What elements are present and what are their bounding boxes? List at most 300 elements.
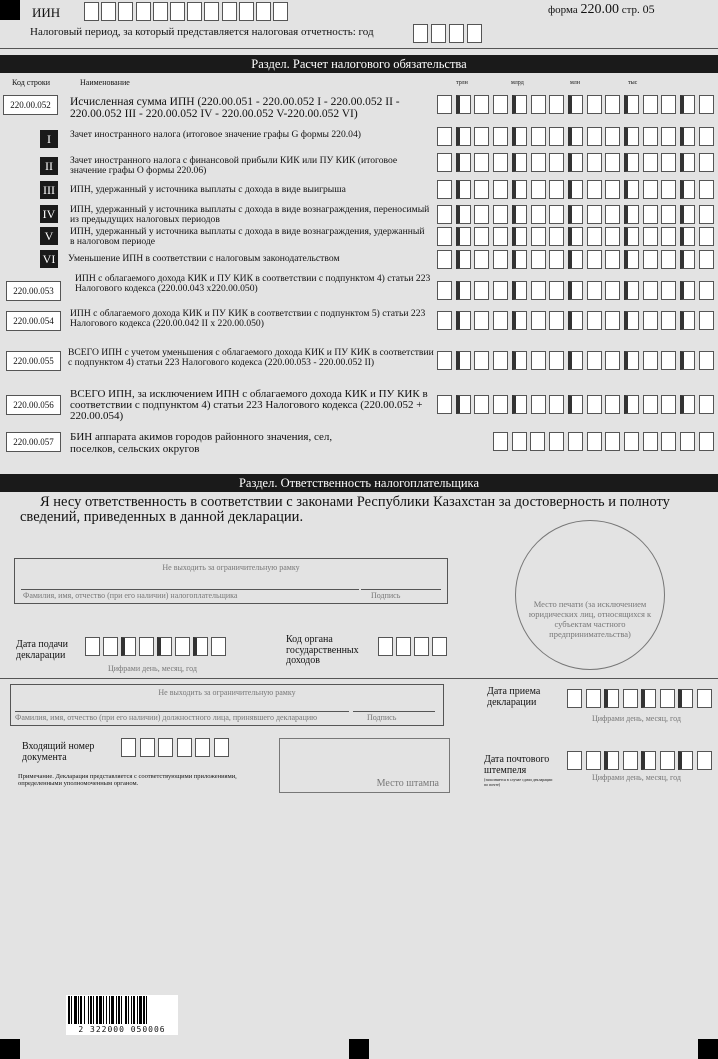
authority-digit-cell[interactable] bbox=[378, 637, 393, 656]
amount-cell[interactable] bbox=[568, 351, 583, 370]
barcode-bar bbox=[99, 996, 102, 1024]
receive-date-digit-cell[interactable] bbox=[641, 689, 656, 708]
submit-date-digit-cell[interactable] bbox=[175, 637, 190, 656]
amount-cell[interactable] bbox=[456, 127, 471, 146]
amount-cell[interactable] bbox=[624, 205, 639, 224]
corner-marker-bottom-right bbox=[698, 1039, 718, 1059]
amount-cell[interactable] bbox=[680, 227, 695, 246]
col-code-header: Код строки bbox=[12, 78, 51, 87]
col-name-header: Наименование bbox=[80, 78, 130, 87]
amount-cell[interactable] bbox=[531, 180, 546, 199]
barcode-bar bbox=[78, 996, 79, 1024]
postmark-date-digit-cell[interactable] bbox=[623, 751, 638, 770]
barcode-bar bbox=[106, 996, 107, 1024]
amount-cell[interactable] bbox=[643, 180, 658, 199]
authority-digit-cell[interactable] bbox=[414, 637, 429, 656]
amount-cell[interactable] bbox=[587, 250, 602, 269]
submit-date-digit-cell[interactable] bbox=[121, 637, 136, 656]
receive-date-digit-cell[interactable] bbox=[586, 689, 601, 708]
amount-cell[interactable] bbox=[624, 153, 639, 172]
postmark-date-digit-cell[interactable] bbox=[641, 751, 656, 770]
submit-date-digit-cell[interactable] bbox=[139, 637, 154, 656]
postmark-label: Дата почтового штемпеля bbox=[484, 754, 550, 776]
amount-cell[interactable] bbox=[493, 311, 508, 330]
amount-cell[interactable] bbox=[531, 205, 546, 224]
amount-cell[interactable] bbox=[624, 180, 639, 199]
bin-digit-cell[interactable] bbox=[605, 432, 620, 451]
section2-divider bbox=[0, 678, 718, 679]
bin-digit-cell[interactable] bbox=[512, 432, 527, 451]
amount-cell[interactable] bbox=[699, 227, 714, 246]
amount-cell[interactable] bbox=[456, 250, 471, 269]
amount-cell[interactable] bbox=[493, 395, 508, 414]
iin-digit-cell[interactable] bbox=[118, 2, 133, 21]
amount-cell[interactable] bbox=[474, 153, 489, 172]
taxpayer-signature-frame[interactable] bbox=[14, 558, 448, 604]
submit-date-digit-cell[interactable] bbox=[85, 637, 100, 656]
responsibility-statement: Я несу ответственность в соответствии с законами Республики Казахстан за достоверность и полноту сведений, приведенных в данной декларации. bbox=[20, 494, 670, 525]
amount-cell[interactable] bbox=[568, 227, 583, 246]
row-text-052-ii: Зачет иностранного налога с финансовой прибыли КИК или ПУ КИК (итоговое значение графы O формы 220.06) bbox=[70, 155, 398, 176]
incoming-digit-cell[interactable] bbox=[158, 738, 173, 757]
amount-cell[interactable] bbox=[624, 250, 639, 269]
amount-cell[interactable] bbox=[699, 395, 714, 414]
amount-cell[interactable] bbox=[474, 395, 489, 414]
amount-cell[interactable] bbox=[680, 351, 695, 370]
barcode-bar bbox=[88, 996, 89, 1024]
amount-cell[interactable] bbox=[568, 127, 583, 146]
amount-cell[interactable] bbox=[568, 95, 583, 114]
amount-cell[interactable] bbox=[474, 95, 489, 114]
amount-cell[interactable] bbox=[699, 153, 714, 172]
amount-cell[interactable] bbox=[493, 153, 508, 172]
amount-cell[interactable] bbox=[456, 227, 471, 246]
row-text-052-vi: Уменьшение ИПН в соответствии с налоговым законодательством bbox=[68, 253, 340, 264]
amount-cell[interactable] bbox=[699, 95, 714, 114]
amount-cell[interactable] bbox=[568, 205, 583, 224]
roman-badge-iii: III bbox=[40, 181, 58, 199]
amount-cell[interactable] bbox=[680, 127, 695, 146]
amount-cell[interactable] bbox=[605, 351, 620, 370]
authority-code-label: Код органа государственных доходов bbox=[286, 634, 359, 666]
corner-marker-bottom-left bbox=[0, 1039, 20, 1059]
barcode-bar bbox=[133, 996, 135, 1024]
postmark-date-digit-cell[interactable] bbox=[660, 751, 675, 770]
amount-cell[interactable] bbox=[512, 180, 527, 199]
amount-cell[interactable] bbox=[643, 311, 658, 330]
amount-cell[interactable] bbox=[549, 205, 564, 224]
iin-digit-cell[interactable] bbox=[170, 2, 185, 21]
amount-cell[interactable] bbox=[474, 281, 489, 300]
form-number: 220.00 bbox=[580, 2, 619, 17]
amount-cell[interactable] bbox=[643, 227, 658, 246]
period-label: Налоговый период, за который представляется налоговая отчетность: год bbox=[30, 26, 374, 38]
receive-date-digit-cell[interactable] bbox=[697, 689, 712, 708]
authority-digit-cell[interactable] bbox=[432, 637, 447, 656]
amount-cell[interactable] bbox=[512, 205, 527, 224]
iin-digit-cell[interactable] bbox=[101, 2, 116, 21]
form-prefix: форма bbox=[548, 4, 578, 16]
amount-cell[interactable] bbox=[680, 395, 695, 414]
row-text-220-00-055: ВСЕГО ИПН с учетом уменьшения с облагаемого дохода КИК и ПУ КИК в соответствии с подпунктом 4) статьи 223 Налогового кодекса (220.00.053 - 220.00.052 II) bbox=[68, 347, 434, 368]
amount-cell[interactable] bbox=[680, 95, 695, 114]
amount-cell[interactable] bbox=[531, 311, 546, 330]
barcode-bar bbox=[80, 996, 82, 1024]
frame-hint: Не выходить за ограничительную рамку bbox=[162, 563, 300, 572]
amount-cell[interactable] bbox=[680, 205, 695, 224]
postmark-date-hint: Цифрами день, месяц, год bbox=[592, 773, 681, 782]
row-text-052-iv: ИПН, удержанный у источника выплаты с дохода в виде вознаграждения, переносимый из предыдущих налоговых периодов bbox=[70, 204, 430, 225]
amount-cell[interactable] bbox=[568, 250, 583, 269]
amount-cell[interactable] bbox=[493, 227, 508, 246]
bin-digit-cell[interactable] bbox=[699, 432, 714, 451]
amount-cell[interactable] bbox=[587, 227, 602, 246]
iin-digit-cell[interactable] bbox=[256, 2, 271, 21]
iin-digit-cell[interactable] bbox=[222, 2, 237, 21]
amount-cell[interactable] bbox=[549, 250, 564, 269]
amount-cell[interactable] bbox=[680, 311, 695, 330]
officer-name-label: Фамилия, имя, отчество (при его наличии) должностного лица, принявшего декларацию bbox=[15, 713, 318, 722]
page-prefix: стр. bbox=[621, 4, 640, 16]
authority-digit-cell[interactable] bbox=[396, 637, 411, 656]
amount-cell[interactable] bbox=[605, 205, 620, 224]
iin-digit-cell[interactable] bbox=[273, 2, 288, 21]
amount-cell[interactable] bbox=[437, 95, 452, 114]
bin-digit-cell[interactable] bbox=[624, 432, 639, 451]
amount-cell[interactable] bbox=[661, 127, 676, 146]
amount-cell[interactable] bbox=[699, 205, 714, 224]
amount-cell[interactable] bbox=[568, 153, 583, 172]
seal-placeholder bbox=[515, 520, 665, 670]
amount-cell[interactable] bbox=[493, 250, 508, 269]
barcode-digits: 2 322000 050006 bbox=[78, 1025, 166, 1034]
amount-cell[interactable] bbox=[699, 351, 714, 370]
amount-cell[interactable] bbox=[493, 281, 508, 300]
amount-cell[interactable] bbox=[605, 153, 620, 172]
row-code-220-00-055: 220.00.055 bbox=[6, 351, 61, 371]
bin-digit-cell[interactable] bbox=[493, 432, 508, 451]
barcode-bar bbox=[74, 996, 77, 1024]
section-responsibility-title: Раздел. Ответственность налогоплательщика bbox=[0, 474, 718, 492]
amount-cell[interactable] bbox=[624, 281, 639, 300]
barcode-bar bbox=[90, 996, 92, 1024]
amount-cell[interactable] bbox=[587, 180, 602, 199]
amount-cell[interactable] bbox=[605, 127, 620, 146]
amount-cell[interactable] bbox=[549, 95, 564, 114]
barcode-bar bbox=[109, 996, 110, 1024]
digit-group-billion: млрд bbox=[511, 80, 524, 86]
amount-cell[interactable] bbox=[549, 127, 564, 146]
barcode-bar bbox=[93, 996, 94, 1024]
amount-cell[interactable] bbox=[587, 205, 602, 224]
amount-cell[interactable] bbox=[493, 205, 508, 224]
amount-cell[interactable] bbox=[531, 281, 546, 300]
row-code-220-00-052: 220.00.052 bbox=[3, 95, 58, 115]
amount-cell[interactable] bbox=[643, 395, 658, 414]
amount-cell[interactable] bbox=[549, 281, 564, 300]
section-calculation-title: Раздел. Расчет налогового обязательства bbox=[0, 55, 718, 73]
submit-date-digit-cell[interactable] bbox=[157, 637, 172, 656]
year-digit-cell[interactable] bbox=[431, 24, 446, 43]
amount-cell[interactable] bbox=[699, 250, 714, 269]
amount-cell[interactable] bbox=[624, 311, 639, 330]
bin-digit-cell[interactable] bbox=[549, 432, 564, 451]
incoming-digit-cell[interactable] bbox=[177, 738, 192, 757]
amount-cell[interactable] bbox=[624, 395, 639, 414]
amount-cell[interactable] bbox=[531, 227, 546, 246]
amount-cell[interactable] bbox=[456, 311, 471, 330]
amount-cell[interactable] bbox=[531, 395, 546, 414]
iin-digit-cell[interactable] bbox=[239, 2, 254, 21]
postmark-date-digit-cell[interactable] bbox=[586, 751, 601, 770]
receive-date-digit-cell[interactable] bbox=[604, 689, 619, 708]
barcode-bar bbox=[128, 996, 129, 1024]
incoming-digit-cell[interactable] bbox=[121, 738, 136, 757]
incoming-number-label: Входящий номер документа bbox=[22, 741, 95, 763]
amount-cell[interactable] bbox=[549, 227, 564, 246]
amount-cell[interactable] bbox=[512, 281, 527, 300]
row-text-220-00-056: ВСЕГО ИПН, за исключением ИПН с облагаемого дохода КИК и ПУ КИК в соответствии с подпунктом 4) статьи 223 Налогового кодекса (220.00.052 + 220.00.054) bbox=[70, 388, 428, 422]
amount-cell[interactable] bbox=[661, 153, 676, 172]
amount-cell[interactable] bbox=[512, 395, 527, 414]
barcode bbox=[66, 995, 178, 1035]
amount-cell[interactable] bbox=[661, 311, 676, 330]
bin-digit-cell[interactable] bbox=[643, 432, 658, 451]
amount-cell[interactable] bbox=[680, 281, 695, 300]
barcode-bar bbox=[131, 996, 132, 1024]
amount-cell[interactable] bbox=[605, 395, 620, 414]
roman-badge-ii: II bbox=[40, 157, 58, 175]
amount-cell[interactable] bbox=[661, 395, 676, 414]
amount-cell[interactable] bbox=[643, 281, 658, 300]
amount-cell[interactable] bbox=[699, 311, 714, 330]
submit-date-digit-cell[interactable] bbox=[103, 637, 118, 656]
amount-cell[interactable] bbox=[474, 205, 489, 224]
row-text-052-i: Зачет иностранного налога (итоговое значение графы G формы 220.04) bbox=[70, 129, 361, 140]
amount-cell[interactable] bbox=[437, 180, 452, 199]
amount-cell[interactable] bbox=[437, 205, 452, 224]
amount-cell[interactable] bbox=[624, 127, 639, 146]
receive-date-digit-cell[interactable] bbox=[567, 689, 582, 708]
amount-cell[interactable] bbox=[661, 227, 676, 246]
incoming-digit-cell[interactable] bbox=[214, 738, 229, 757]
amount-cell[interactable] bbox=[587, 95, 602, 114]
amount-cell[interactable] bbox=[456, 180, 471, 199]
amount-cell[interactable] bbox=[474, 180, 489, 199]
iin-digit-cell[interactable] bbox=[187, 2, 202, 21]
amount-cell[interactable] bbox=[493, 127, 508, 146]
amount-cell[interactable] bbox=[587, 153, 602, 172]
year-digit-cell[interactable] bbox=[413, 24, 428, 43]
amount-cell[interactable] bbox=[587, 395, 602, 414]
iin-digit-cell[interactable] bbox=[204, 2, 219, 21]
row-code-220-00-057: 220.00.057 bbox=[6, 432, 61, 452]
amount-cell[interactable] bbox=[605, 95, 620, 114]
amount-cell[interactable] bbox=[549, 153, 564, 172]
amount-cell[interactable] bbox=[456, 351, 471, 370]
postmark-date-digit-cell[interactable] bbox=[567, 751, 582, 770]
postmark-date-digit-cell[interactable] bbox=[604, 751, 619, 770]
amount-cell[interactable] bbox=[437, 250, 452, 269]
postmark-date-digit-cell[interactable] bbox=[678, 751, 693, 770]
amount-cell[interactable] bbox=[437, 351, 452, 370]
amount-cell[interactable] bbox=[568, 281, 583, 300]
stamp-label: Место штампа bbox=[376, 778, 439, 789]
bin-digit-cell[interactable] bbox=[661, 432, 676, 451]
amount-cell[interactable] bbox=[568, 180, 583, 199]
amount-cell[interactable] bbox=[474, 311, 489, 330]
postmark-date-digit-cell[interactable] bbox=[697, 751, 712, 770]
amount-cell[interactable] bbox=[568, 311, 583, 330]
amount-cell[interactable] bbox=[549, 180, 564, 199]
amount-cell[interactable] bbox=[456, 153, 471, 172]
row-text-220-00-057: БИН аппарата акимов городов районного значения, сел, поселков, сельских округов bbox=[70, 431, 333, 455]
amount-cell[interactable] bbox=[456, 205, 471, 224]
bin-digit-cell[interactable] bbox=[568, 432, 583, 451]
amount-cell[interactable] bbox=[643, 127, 658, 146]
amount-cell[interactable] bbox=[661, 281, 676, 300]
row-text-220-00-054: ИПН с облагаемого дохода КИК и ПУ КИК в соответствии с подпунктом 5) статьи 223 Налогового кодекса (220.00.042 II х 220.00.050) bbox=[70, 308, 426, 329]
row-text-052-v: ИПН, удержанный у источника выплаты с дохода в виде вознаграждения, удержанный в налоговом периоде bbox=[70, 226, 425, 247]
amount-cell[interactable] bbox=[680, 180, 695, 199]
row-code-220-00-053: 220.00.053 bbox=[6, 281, 61, 301]
amount-cell[interactable] bbox=[680, 250, 695, 269]
amount-cell[interactable] bbox=[512, 127, 527, 146]
amount-cell[interactable] bbox=[531, 351, 546, 370]
receive-date-digit-cell[interactable] bbox=[678, 689, 693, 708]
row-text-220-00-052: Исчисленная сумма ИПН (220.00.051 - 220.00.052 I - 220.00.052 II - 220.00.052 III - 220.00.052 IV - 220.00.052 V-220.00.052 VI) bbox=[70, 96, 400, 120]
barcode-bar bbox=[121, 996, 122, 1024]
amount-cell[interactable] bbox=[661, 250, 676, 269]
roman-badge-v: V bbox=[40, 227, 58, 245]
amount-cell[interactable] bbox=[605, 180, 620, 199]
amount-cell[interactable] bbox=[568, 395, 583, 414]
amount-cell[interactable] bbox=[512, 95, 527, 114]
officer-frame-hint: Не выходить за ограничительную рамку bbox=[158, 688, 296, 697]
amount-cell[interactable] bbox=[531, 95, 546, 114]
amount-cell[interactable] bbox=[643, 95, 658, 114]
amount-cell[interactable] bbox=[605, 281, 620, 300]
amount-cell[interactable] bbox=[587, 281, 602, 300]
receive-date-digit-cell[interactable] bbox=[660, 689, 675, 708]
amount-cell[interactable] bbox=[699, 180, 714, 199]
amount-cell[interactable] bbox=[437, 127, 452, 146]
incoming-digit-cell[interactable] bbox=[140, 738, 155, 757]
amount-cell[interactable] bbox=[661, 351, 676, 370]
amount-cell[interactable] bbox=[531, 153, 546, 172]
amount-cell[interactable] bbox=[549, 351, 564, 370]
year-digit-cell[interactable] bbox=[467, 24, 482, 43]
amount-cell[interactable] bbox=[643, 250, 658, 269]
amount-cell[interactable] bbox=[512, 351, 527, 370]
amount-cell[interactable] bbox=[624, 95, 639, 114]
amount-cell[interactable] bbox=[512, 153, 527, 172]
amount-cell[interactable] bbox=[512, 311, 527, 330]
amount-cell[interactable] bbox=[605, 250, 620, 269]
barcode-bar bbox=[143, 996, 145, 1024]
barcode-bar bbox=[84, 996, 85, 1024]
header-divider bbox=[0, 48, 718, 49]
receive-date-digit-cell[interactable] bbox=[623, 689, 638, 708]
amount-cell[interactable] bbox=[680, 153, 695, 172]
bin-digit-cell[interactable] bbox=[530, 432, 545, 451]
amount-cell[interactable] bbox=[474, 127, 489, 146]
postmark-note: (заполняется в случае сдачи декларации по почте) bbox=[484, 777, 553, 787]
amount-cell[interactable] bbox=[661, 180, 676, 199]
incoming-digit-cell[interactable] bbox=[195, 738, 210, 757]
amount-cell[interactable] bbox=[493, 95, 508, 114]
roman-badge-iv: IV bbox=[40, 205, 58, 223]
amount-cell[interactable] bbox=[643, 205, 658, 224]
signature-line bbox=[361, 589, 441, 590]
barcode-bar bbox=[125, 996, 127, 1024]
amount-cell[interactable] bbox=[624, 227, 639, 246]
seal-label: Место печати (за исключением юридических лиц, относящихся к субъектам частного предпринимательства) bbox=[528, 599, 652, 639]
amount-cell[interactable] bbox=[456, 281, 471, 300]
iin-digit-cell[interactable] bbox=[84, 2, 99, 21]
amount-cell[interactable] bbox=[474, 351, 489, 370]
amount-cell[interactable] bbox=[493, 351, 508, 370]
submit-date-digit-cell[interactable] bbox=[193, 637, 208, 656]
barcode-bars bbox=[66, 995, 178, 1025]
amount-cell[interactable] bbox=[587, 127, 602, 146]
amount-cell[interactable] bbox=[493, 180, 508, 199]
iin-label: ИИН bbox=[32, 5, 61, 20]
receive-date-hint: Цифрами день, месяц, год bbox=[592, 714, 681, 723]
barcode-bar bbox=[137, 996, 138, 1024]
amount-cell[interactable] bbox=[549, 311, 564, 330]
amount-cell[interactable] bbox=[605, 311, 620, 330]
amount-cell[interactable] bbox=[437, 311, 452, 330]
amount-cell[interactable] bbox=[437, 395, 452, 414]
bin-digit-cell[interactable] bbox=[680, 432, 695, 451]
year-digit-cell[interactable] bbox=[449, 24, 464, 43]
amount-cell[interactable] bbox=[699, 281, 714, 300]
amount-cell[interactable] bbox=[474, 227, 489, 246]
submit-date-digit-cell[interactable] bbox=[211, 637, 226, 656]
page-number: 05 bbox=[642, 2, 655, 16]
amount-cell[interactable] bbox=[456, 395, 471, 414]
amount-cell[interactable] bbox=[587, 351, 602, 370]
amount-cell[interactable] bbox=[456, 95, 471, 114]
digit-group-trillion: трлн bbox=[456, 80, 468, 86]
amount-cell[interactable] bbox=[624, 351, 639, 370]
amount-cell[interactable] bbox=[661, 205, 676, 224]
digit-group-thousand: тыс bbox=[628, 80, 638, 86]
amount-cell[interactable] bbox=[643, 153, 658, 172]
amount-cell[interactable] bbox=[531, 127, 546, 146]
barcode-bar bbox=[96, 996, 98, 1024]
bin-digit-cell[interactable] bbox=[587, 432, 602, 451]
amount-cell[interactable] bbox=[437, 281, 452, 300]
iin-digit-cell[interactable] bbox=[153, 2, 168, 21]
amount-cell[interactable] bbox=[643, 351, 658, 370]
amount-cell[interactable] bbox=[437, 227, 452, 246]
amount-cell[interactable] bbox=[437, 153, 452, 172]
amount-cell[interactable] bbox=[531, 250, 546, 269]
submit-date-hint: Цифрами день, месяц, год bbox=[108, 664, 197, 673]
amount-cell[interactable] bbox=[587, 311, 602, 330]
amount-cell[interactable] bbox=[605, 227, 620, 246]
amount-cell[interactable] bbox=[549, 395, 564, 414]
amount-cell[interactable] bbox=[474, 250, 489, 269]
iin-digit-cell[interactable] bbox=[136, 2, 151, 21]
amount-cell[interactable] bbox=[512, 250, 527, 269]
officer-signature-frame[interactable] bbox=[10, 684, 444, 726]
amount-cell[interactable] bbox=[661, 95, 676, 114]
amount-cell[interactable] bbox=[512, 227, 527, 246]
amount-cell[interactable] bbox=[699, 127, 714, 146]
